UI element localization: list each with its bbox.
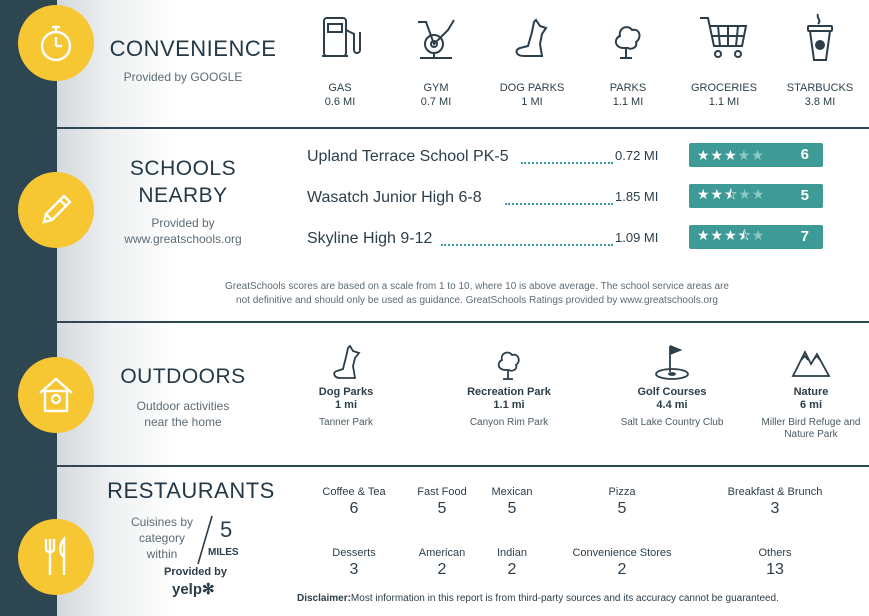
restaurant-category-count: 3 [349,561,359,578]
outdoors-item-place: Salt Lake Country Club [620,417,724,428]
convenience-item-starbucks [775,12,865,108]
convenience-item-dog-parks [487,12,577,108]
golf-flag-icon [652,342,692,382]
fork-knife-icon [18,519,94,595]
section-divider [57,465,869,467]
school-row[interactable] [307,148,827,172]
restaurant-category-label: Fast Food [417,486,467,498]
schools-provider-line: www.greatschools.org [124,232,242,246]
convenience-item-name: GROCERIES [690,82,757,94]
leader-dots [505,203,613,205]
convenience-item-name: DOG PARKS [499,82,565,94]
school-row[interactable] [307,227,827,254]
cuisines-label-line: Cuisines by [130,515,194,529]
restaurant-category-label: Coffee & Tea [322,486,386,498]
convenience-item-name: PARKS [609,82,647,94]
birdhouse-icon [18,357,94,433]
cuisines-label-line: category [138,531,186,545]
schools-note-line: GreatSchools scores are based on a scale from 1 to 10, where 10 is above average. The school service areas are [225,281,729,292]
rating-score: 7 [800,228,809,245]
schools-title-line: NEARBY [138,184,228,207]
outdoors-item[interactable] [607,342,737,429]
school-rating-badge [689,143,823,167]
restaurant-category-count: 2 [437,561,447,578]
convenience-item-name: GAS [328,82,352,94]
exercise-bike-icon [410,12,462,64]
outdoors-item[interactable] [281,342,411,429]
outdoors-title: OUTDOORS [120,365,246,388]
disclaimer [297,593,779,604]
restaurant-category-count: 6 [349,500,359,517]
convenience-item-name: GYM [423,82,449,94]
cuisines-label-line: within [146,547,178,561]
convenience-item-gas [295,12,385,108]
provided-by-label: Provided by [164,566,227,578]
outdoors-subtitle-line: near the home [144,415,222,429]
schools-title-line: SCHOOLS [129,157,237,180]
section-divider [57,321,869,323]
tree-icon [489,342,529,382]
restaurant-category-label: Mexican [491,486,533,498]
leader-dots [521,162,613,164]
pencil-icon [18,172,94,248]
school-distance: 1.85 MI [615,189,659,204]
restaurant-category-count: 13 [766,561,784,578]
star-rating: ★★★⯪★ [697,227,766,243]
mountain-icon [791,342,831,382]
convenience-item-distance: 0.7 MI [420,96,452,108]
rating-score: 5 [800,187,809,204]
dog-icon [326,342,366,382]
school-distance: 0.72 MI [615,148,659,163]
restaurant-category-label: Indian [497,547,527,559]
outdoors-subtitle [108,398,258,430]
convenience-item-distance: 1.1 MI [708,96,740,108]
radius-unit: MILES [208,547,239,558]
yelp-logo: yelp✻ [172,581,215,598]
restaurant-category-label: Desserts [332,547,376,559]
restaurant-category-count: 2 [617,561,627,578]
restaurant-category-label: American [418,547,466,559]
convenience-items [57,12,869,122]
restaurant-category[interactable] [552,486,692,518]
restaurant-category-label: Convenience Stores [572,547,672,559]
school-name: Skyline High 9-12 [307,230,436,248]
slash-divider [196,514,214,566]
restaurant-category[interactable] [705,547,845,579]
restaurant-category[interactable] [705,486,845,518]
yelp-logo-text: yelp [172,581,203,598]
restaurant-category-label: Breakfast & Brunch [727,486,823,498]
convenience-item-distance: 1.1 MI [612,96,644,108]
radius-value: 5 [220,517,233,542]
dog-icon [506,12,558,64]
outdoors-item-place: Canyon Rim Park [469,417,549,428]
section-divider [57,127,869,129]
gas-pump-icon [314,12,366,64]
convenience-item-groceries [679,12,769,108]
outdoors-item-place: Miller Bird Refuge and Nature Park [761,417,861,440]
school-rating-badge [689,184,823,208]
outdoors-item-distance: 6 mi [799,399,822,411]
outdoors-item-name: Dog Parks [318,386,374,398]
cuisines-label [120,514,204,562]
leader-dots [441,244,613,246]
outdoors-item-place: Tanner Park [319,417,373,428]
convenience-title: CONVENIENCE [109,36,277,61]
schools-provider [108,215,258,247]
outdoors-item[interactable] [444,342,574,429]
rating-score: 6 [800,146,809,163]
star-rating: ★★★★★ [697,146,765,163]
school-name: Wasatch Junior High 6-8 [307,189,486,207]
schools-note [207,280,747,308]
restaurant-category[interactable] [552,547,692,579]
restaurant-category-count: 5 [437,500,447,517]
restaurant-category-label: Pizza [608,486,636,498]
disclaimer-text: Most information in this report is from third-party sources and its accuracy cannot be guaranteed. [350,593,779,604]
convenience-item-gym [391,12,481,108]
coffee-cup-icon [794,12,846,64]
school-name: Upland Terrace School PK-5 [307,148,513,166]
outdoors-item-name: Nature [793,386,829,398]
schools-note-line: not definitive and should only be used as guidance. GreatSchools Ratings provided by www.greatschools.org [236,295,718,306]
restaurant-category-count: 2 [507,561,517,578]
tree-icon [602,12,654,64]
restaurant-category-count: 5 [617,500,627,517]
disclaimer-label: Disclaimer: [297,593,351,604]
convenience-item-distance: 3.8 MI [804,96,836,108]
star-rating: ★★⯪★★ [697,186,766,202]
convenience-provider: Provided by GOOGLE [123,70,243,84]
schools-title [108,155,258,209]
outdoors-subtitle-line: Outdoor activities [136,399,230,413]
convenience-item-distance: 1 MI [521,96,543,108]
outdoors-item-distance: 1 mi [334,399,357,411]
restaurant-category-count: 3 [770,500,780,517]
restaurants-title: RESTAURANTS [107,478,275,503]
convenience-item-name: STARBUCKS [786,82,854,94]
school-distance: 1.09 MI [615,230,659,245]
outdoors-item[interactable] [746,342,869,441]
restaurant-category-label: Others [758,547,792,559]
shopping-cart-icon [698,12,750,64]
outdoors-item-distance: 1.1 mi [493,399,525,411]
school-rating-badge [689,225,823,249]
restaurant-category-count: 5 [507,500,517,517]
convenience-item-parks [583,12,673,108]
convenience-item-distance: 0.6 MI [324,96,356,108]
outdoors-item-name: Recreation Park [467,386,551,398]
school-row[interactable] [307,186,827,213]
schools-provider-line: Provided by [151,216,215,230]
outdoors-item-distance: 4.4 mi [656,399,688,411]
outdoors-item-name: Golf Courses [637,386,707,398]
